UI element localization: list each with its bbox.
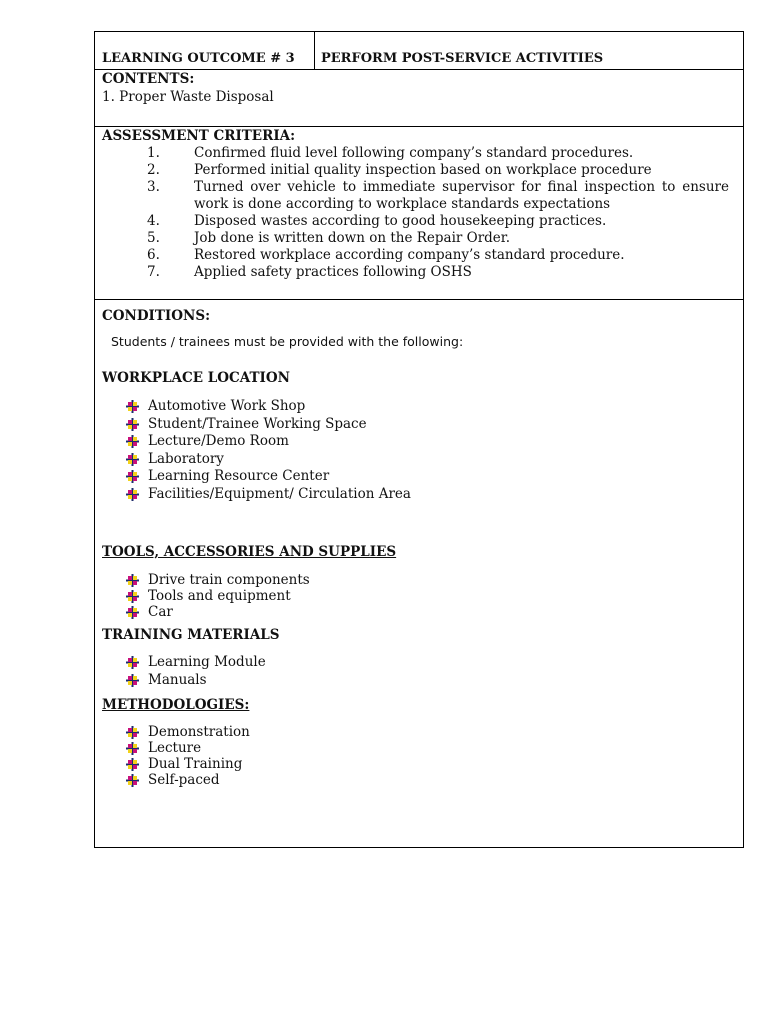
- learning-outcome-sheet: [94, 31, 744, 848]
- tools-accessories-heading: TOOLS, ACCESSORIES AND SUPPLIES: [102, 544, 397, 560]
- list-item-text: Learning Module: [148, 654, 266, 670]
- list-item: [126, 416, 411, 434]
- criteria-text: Turned over vehicle to immediate supervisor for final inspection to ensure work is done according to workplace standards expectations: [194, 179, 729, 212]
- list-item: [126, 451, 411, 469]
- list-item: [126, 724, 250, 740]
- pin-bullet-icon: [126, 590, 139, 603]
- criteria-number: 1.: [147, 145, 160, 161]
- list-item: [126, 740, 250, 756]
- list-item-text: Dual Training: [148, 756, 243, 772]
- list-item: [126, 468, 411, 486]
- criteria-number: 3.: [147, 179, 160, 195]
- pin-bullet-icon: [126, 453, 139, 466]
- criteria-item: [95, 247, 745, 264]
- criteria-text: Restored workplace according company’s standard procedure.: [194, 247, 625, 263]
- criteria-item: [95, 264, 745, 281]
- pin-bullet-icon: [126, 606, 139, 619]
- list-item: [126, 572, 310, 588]
- learning-outcome-row: [95, 32, 743, 70]
- contents-section: [95, 69, 743, 127]
- list-item-text: Automotive Work Shop: [148, 398, 306, 414]
- criteria-number: 5.: [147, 230, 160, 246]
- contents-item: 1. Proper Waste Disposal: [102, 89, 274, 105]
- list-item: [126, 486, 411, 504]
- learning-outcome-label: LEARNING OUTCOME # 3: [102, 51, 295, 66]
- tools-accessories-list: [126, 572, 310, 620]
- list-item: [126, 433, 411, 451]
- list-item-text: Lecture: [148, 740, 202, 756]
- list-item-text: Self-paced: [148, 772, 220, 788]
- conditions-intro: Students / trainees must be provided with the following:: [111, 334, 464, 349]
- criteria-number: 6.: [147, 247, 160, 263]
- list-item-text: Manuals: [148, 671, 207, 688]
- criteria-number: 4.: [147, 213, 160, 229]
- list-item-text: Lecture/Demo Room: [148, 433, 289, 449]
- list-item: [126, 756, 250, 772]
- pin-bullet-icon: [126, 488, 139, 501]
- criteria-text: Disposed wastes according to good housekeeping practices.: [194, 213, 607, 229]
- list-item-text: Drive train components: [148, 572, 310, 588]
- methodologies-heading: METHODOLOGIES:: [102, 697, 250, 713]
- criteria-item: [95, 145, 745, 162]
- training-materials-list: [126, 654, 266, 689]
- criteria-item: [95, 230, 745, 247]
- column-divider: [314, 32, 315, 70]
- learning-outcome-title: PERFORM POST-SERVICE ACTIVITIES: [321, 51, 604, 66]
- list-item: [126, 398, 411, 416]
- list-item: [126, 604, 310, 620]
- list-item-text: Student/Trainee Working Space: [148, 415, 367, 432]
- list-item: [126, 588, 310, 604]
- workplace-location-list: [126, 398, 411, 503]
- pin-bullet-icon: [126, 656, 139, 669]
- pin-bullet-icon: [126, 574, 139, 587]
- list-item: [126, 772, 250, 788]
- list-item: [126, 672, 266, 690]
- conditions-heading: CONDITIONS:: [102, 308, 211, 324]
- list-item-text: Learning Resource Center: [148, 468, 330, 484]
- pin-bullet-icon: [126, 742, 139, 755]
- pin-bullet-icon: [126, 774, 139, 787]
- pin-bullet-icon: [126, 674, 139, 687]
- list-item-text: Facilities/Equipment/ Circulation Area: [148, 485, 411, 502]
- criteria-text: Job done is written down on the Repair Order.: [194, 230, 511, 246]
- criteria-text: Performed initial quality inspection based on workplace procedure: [194, 162, 652, 178]
- list-item-text: Laboratory: [148, 450, 224, 467]
- pin-bullet-icon: [126, 726, 139, 739]
- list-item-text: Demonstration: [148, 724, 250, 740]
- assessment-criteria-section: [95, 126, 743, 300]
- criteria-number: 7.: [147, 264, 160, 280]
- workplace-location-heading: WORKPLACE LOCATION: [102, 370, 290, 386]
- list-item-text: Tools and equipment: [148, 588, 291, 604]
- contents-heading: CONTENTS:: [102, 71, 195, 87]
- pin-bullet-icon: [126, 758, 139, 771]
- criteria-text: Applied safety practices following OSHS: [194, 264, 472, 280]
- list-item-text: Car: [148, 604, 173, 620]
- pin-bullet-icon: [126, 435, 139, 448]
- assessment-criteria-heading: ASSESSMENT CRITERIA:: [102, 128, 296, 144]
- criteria-item: [95, 179, 745, 213]
- criteria-item: [95, 213, 745, 230]
- pin-bullet-icon: [126, 400, 139, 413]
- pin-bullet-icon: [126, 470, 139, 483]
- criteria-item: [95, 162, 745, 179]
- methodologies-list: [126, 724, 250, 788]
- criteria-text: Confirmed fluid level following company’s standard procedures.: [194, 145, 634, 161]
- criteria-number: 2.: [147, 162, 160, 178]
- pin-bullet-icon: [126, 418, 139, 431]
- list-item: [126, 654, 266, 672]
- training-materials-heading: TRAINING MATERIALS: [102, 627, 280, 643]
- assessment-criteria-list: [95, 145, 745, 281]
